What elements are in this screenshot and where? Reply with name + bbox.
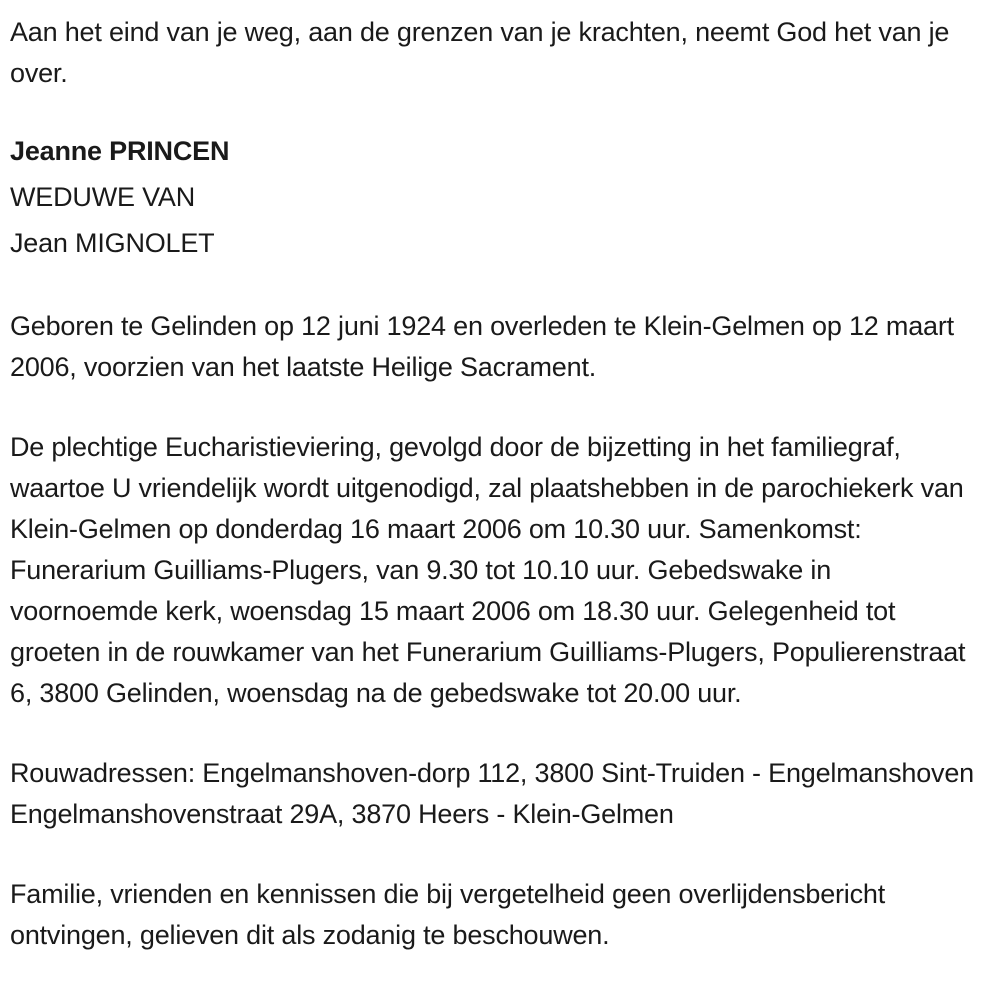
closing-note-paragraph: Familie, vrienden en kennissen die bij vergetelheid geen overlijdensbericht ontvingen, gelieven dit als zodanig te beschouwen. [10, 879, 886, 950]
deceased-name-block [10, 131, 974, 264]
life-dates-paragraph: Geboren te Gelinden op 12 juni 1924 en overleden te Klein-Gelmen op 12 maart 2006, voorzien van het laatste Heilige Sacrament. [10, 311, 954, 382]
relation-label: WEDUWE VAN [10, 182, 195, 212]
epigraph-text: Aan het eind van je weg, aan de grenzen van je krachten, neemt God het van je over. [10, 17, 950, 88]
mourning-addresses-paragraph: Rouwadressen: Engelmanshoven-dorp 112, 3800 Sint-Truiden - Engelmanshoven Engelmanshovenstraat 29A, 3870 Heers - Klein-Gelmen [10, 758, 974, 829]
service-details-paragraph: De plechtige Eucharistieviering, gevolgd door de bijzetting in het familiegraf, waartoe U vriendelijk wordt uitgenodigd, zal plaatshebben in de parochiekerk van Klein-Gelmen op donderdag 16 maart 2006 om 10.30 uur. Samenkomst: Funerarium Guilliams-Plugers, van 9.30 tot 10.10 uur. Gebedswake in voornoemde kerk, woensdag 15 maart 2006 om 18.30 uur. Gelegenheid tot groeten in de rouwkamer van het Funerarium Guilliams-Plugers, Populierenstraat 6, 3800 Gelinden, woensdag na de gebedswake tot 20.00 uur. [10, 432, 966, 708]
deceased-name: Jeanne PRINCEN [10, 136, 230, 166]
spouse-name: Jean MIGNOLET [10, 228, 215, 258]
